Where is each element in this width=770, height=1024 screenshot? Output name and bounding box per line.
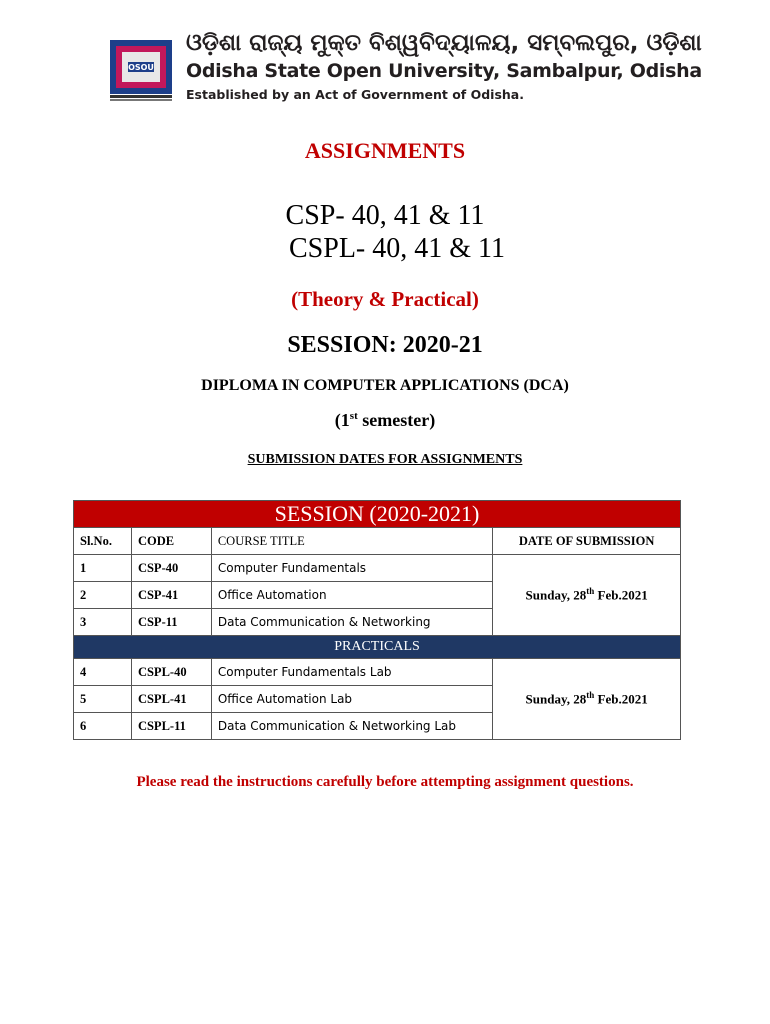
row-slno: 3: [74, 609, 132, 636]
table-row: [74, 555, 681, 582]
university-odia-title: ଓଡ଼ିଶା ରାଜ୍ୟ ମୁକ୍ତ ବିଶ୍ୱବିଦ୍ୟାଳୟ, ସମ୍ବଲପୁର, ଓଡ଼ିଶା: [186, 30, 702, 56]
university-name: Odisha State Open University, Sambalpur, Odisha: [186, 60, 702, 82]
row-slno: 6: [74, 713, 132, 740]
row-slno: 4: [74, 659, 132, 686]
row-slno: 1: [74, 555, 132, 582]
row-slno: 5: [74, 686, 132, 713]
semester-label: (1st semester): [334, 410, 436, 430]
university-logo: [106, 32, 178, 104]
course-codes-theory: CSP- 40, 41 & 11: [285, 200, 485, 231]
instructions-note: Please read the instructions carefully before attempting assignment questions.: [136, 774, 634, 790]
session-heading: SESSION: 2020-21: [287, 332, 483, 358]
row-title: Data Communication & Networking: [211, 609, 492, 636]
row-title: Computer Fundamentals Lab: [211, 659, 492, 686]
col-header-title: COURSE TITLE: [211, 528, 492, 555]
assignments-heading: ASSIGNMENTS: [304, 138, 466, 163]
row-title: Office Automation: [211, 582, 492, 609]
practicals-heading: PRACTICALS: [74, 636, 681, 659]
diploma-title: DIPLOMA IN COMPUTER APPLICATIONS (DCA): [201, 377, 569, 394]
row-title: Office Automation Lab: [211, 686, 492, 713]
row-title: Data Communication & Networking Lab: [211, 713, 492, 740]
col-header-slno: Sl.No.: [74, 528, 132, 555]
table-row: [74, 659, 681, 686]
university-established: Established by an Act of Government of Odisha.: [186, 87, 524, 102]
row-code: CSPL-11: [131, 713, 211, 740]
submission-dates-heading: SUBMISSION DATES FOR ASSIGNMENTS: [247, 452, 523, 467]
row-code: CSPL-40: [131, 659, 211, 686]
row-code: CSP-11: [131, 609, 211, 636]
row-title: Computer Fundamentals: [211, 555, 492, 582]
col-header-code: CODE: [131, 528, 211, 555]
row-code: CSP-41: [131, 582, 211, 609]
course-codes-lab: CSPL- 40, 41 & 11: [289, 233, 505, 264]
theory-submission-date: Sunday, 28th Feb.2021: [493, 555, 681, 636]
row-code: CSPL-41: [131, 686, 211, 713]
theory-practical-label: (Theory & Practical): [291, 287, 479, 311]
submission-schedule-table: [73, 500, 681, 740]
row-slno: 2: [74, 582, 132, 609]
logo-text: OSOU: [128, 63, 154, 72]
col-header-date: DATE OF SUBMISSION: [493, 528, 681, 555]
table-session-heading: SESSION (2020-2021): [74, 501, 681, 528]
row-code: CSP-40: [131, 555, 211, 582]
practical-submission-date: Sunday, 28th Feb.2021: [493, 659, 681, 740]
